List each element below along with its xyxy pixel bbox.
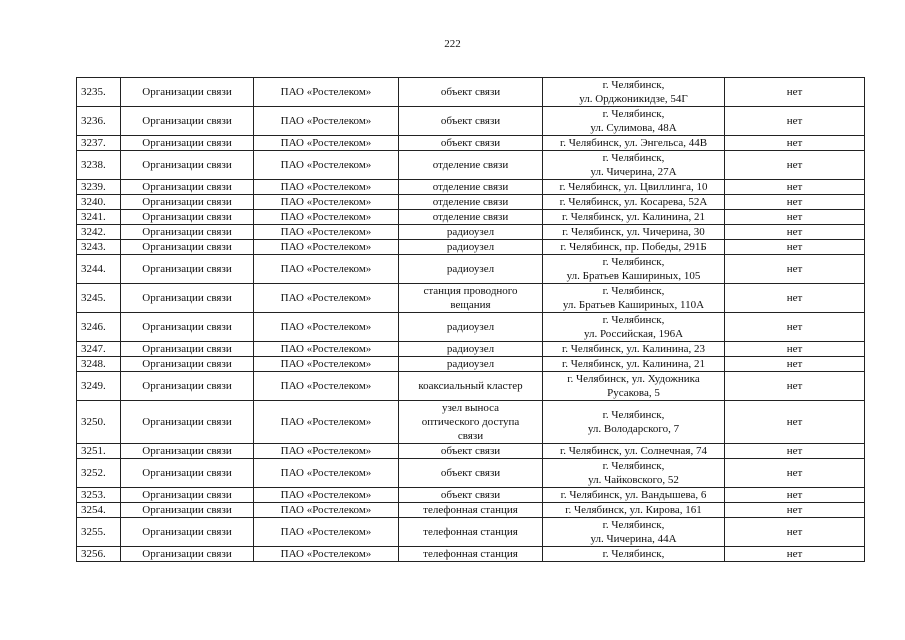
table-row [77,107,865,136]
table-row [77,136,865,151]
owner-cell: ПАО «Ростелеком» [254,372,399,401]
status-cell: нет [725,459,865,488]
owner-cell: ПАО «Ростелеком» [254,255,399,284]
registry-table-body [77,78,865,562]
category-cell: Организации связи [121,225,254,240]
object-type-cell: телефонная станция [399,547,543,562]
object-type-cell: объект связи [399,459,543,488]
status-cell: нет [725,180,865,195]
object-type-cell: станция проводного вещания [399,284,543,313]
category-cell: Организации связи [121,240,254,255]
address-cell: г. Челябинск, пр. Победы, 291Б [543,240,725,255]
table-row [77,225,865,240]
address-cell: г. Челябинск, ул. Цвиллинга, 10 [543,180,725,195]
object-type-cell: радиоузел [399,225,543,240]
address-cell: г. Челябинск, ул. Чичерина, 44А [543,518,725,547]
category-cell: Организации связи [121,210,254,225]
status-cell: нет [725,195,865,210]
address-cell: г. Челябинск, ул. Братьев Кашириных, 110А [543,284,725,313]
table-row [77,195,865,210]
table-row [77,313,865,342]
category-cell: Организации связи [121,284,254,313]
category-cell: Организации связи [121,518,254,547]
address-cell: г. Челябинск, ул. Российская, 196А [543,313,725,342]
object-type-cell: объект связи [399,78,543,107]
row-number: 3242. [77,225,121,240]
owner-cell: ПАО «Ростелеком» [254,78,399,107]
status-cell: нет [725,136,865,151]
table-row [77,151,865,180]
table-row [77,78,865,107]
table-row [77,180,865,195]
row-number: 3236. [77,107,121,136]
address-cell: г. Челябинск, ул. Чичерина, 30 [543,225,725,240]
row-number: 3247. [77,342,121,357]
object-type-cell: отделение связи [399,210,543,225]
row-number: 3237. [77,136,121,151]
row-number: 3256. [77,547,121,562]
category-cell: Организации связи [121,488,254,503]
owner-cell: ПАО «Ростелеком» [254,488,399,503]
status-cell: нет [725,255,865,284]
row-number: 3251. [77,444,121,459]
owner-cell: ПАО «Ростелеком» [254,151,399,180]
row-number: 3239. [77,180,121,195]
object-type-cell: коаксиальный кластер [399,372,543,401]
category-cell: Организации связи [121,372,254,401]
row-number: 3244. [77,255,121,284]
page-number: 222 [444,38,461,50]
object-type-cell: радиоузел [399,342,543,357]
category-cell: Организации связи [121,180,254,195]
row-number: 3250. [77,401,121,444]
category-cell: Организации связи [121,255,254,284]
address-cell: г. Челябинск, ул. Косарева, 52А [543,195,725,210]
owner-cell: ПАО «Ростелеком» [254,401,399,444]
owner-cell: ПАО «Ростелеком» [254,313,399,342]
table-row [77,210,865,225]
table-row [77,444,865,459]
address-cell: г. Челябинск, ул. Орджоникидзе, 54Г [543,78,725,107]
address-cell: г. Челябинск, ул. Калинина, 21 [543,210,725,225]
row-number: 3249. [77,372,121,401]
row-number: 3248. [77,357,121,372]
table-row [77,357,865,372]
owner-cell: ПАО «Ростелеком» [254,210,399,225]
status-cell: нет [725,210,865,225]
row-number: 3235. [77,78,121,107]
category-cell: Организации связи [121,401,254,444]
owner-cell: ПАО «Ростелеком» [254,518,399,547]
object-type-cell: объект связи [399,136,543,151]
status-cell: нет [725,518,865,547]
address-cell: г. Челябинск, [543,547,725,562]
category-cell: Организации связи [121,78,254,107]
table-row [77,547,865,562]
owner-cell: ПАО «Ростелеком» [254,444,399,459]
table-row [77,372,865,401]
status-cell: нет [725,503,865,518]
table-row [77,401,865,444]
category-cell: Организации связи [121,342,254,357]
object-type-cell: радиоузел [399,255,543,284]
row-number: 3253. [77,488,121,503]
category-cell: Организации связи [121,547,254,562]
table-row [77,342,865,357]
row-number: 3246. [77,313,121,342]
category-cell: Организации связи [121,503,254,518]
address-cell: г. Челябинск, ул. Сулимова, 48А [543,107,725,136]
address-cell: г. Челябинск, ул. Братьев Кашириных, 105 [543,255,725,284]
row-number: 3241. [77,210,121,225]
address-cell: г. Челябинск, ул. Калинина, 23 [543,342,725,357]
object-type-cell: отделение связи [399,151,543,180]
table-row [77,255,865,284]
row-number: 3252. [77,459,121,488]
status-cell: нет [725,357,865,372]
table-row [77,284,865,313]
status-cell: нет [725,151,865,180]
owner-cell: ПАО «Ростелеком» [254,547,399,562]
table-row [77,488,865,503]
table-row [77,459,865,488]
object-type-cell: отделение связи [399,180,543,195]
row-number: 3238. [77,151,121,180]
status-cell: нет [725,284,865,313]
address-cell: г. Челябинск, ул. Володарского, 7 [543,401,725,444]
address-cell: г. Челябинск, ул. Калинина, 21 [543,357,725,372]
status-cell: нет [725,488,865,503]
address-cell: г. Челябинск, ул. Солнечная, 74 [543,444,725,459]
status-cell: нет [725,225,865,240]
object-type-cell: телефонная станция [399,518,543,547]
object-type-cell: радиоузел [399,313,543,342]
owner-cell: ПАО «Ростелеком» [254,459,399,488]
status-cell: нет [725,401,865,444]
owner-cell: ПАО «Ростелеком» [254,180,399,195]
address-cell: г. Челябинск, ул. Энгельса, 44В [543,136,725,151]
category-cell: Организации связи [121,151,254,180]
category-cell: Организации связи [121,136,254,151]
status-cell: нет [725,313,865,342]
status-cell: нет [725,107,865,136]
address-cell: г. Челябинск, ул. Чайковского, 52 [543,459,725,488]
object-type-cell: отделение связи [399,195,543,210]
owner-cell: ПАО «Ростелеком» [254,284,399,313]
category-cell: Организации связи [121,444,254,459]
row-number: 3243. [77,240,121,255]
registry-table [76,77,865,562]
table-row [77,240,865,255]
owner-cell: ПАО «Ростелеком» [254,357,399,372]
category-cell: Организации связи [121,459,254,488]
category-cell: Организации связи [121,107,254,136]
object-type-cell: телефонная станция [399,503,543,518]
owner-cell: ПАО «Ростелеком» [254,503,399,518]
object-type-cell: радиоузел [399,240,543,255]
status-cell: нет [725,547,865,562]
object-type-cell: радиоузел [399,357,543,372]
row-number: 3254. [77,503,121,518]
address-cell: г. Челябинск, ул. Чичерина, 27А [543,151,725,180]
owner-cell: ПАО «Ростелеком» [254,195,399,210]
status-cell: нет [725,78,865,107]
object-type-cell: узел выноса оптического доступа связи [399,401,543,444]
status-cell: нет [725,342,865,357]
status-cell: нет [725,240,865,255]
status-cell: нет [725,372,865,401]
row-number: 3245. [77,284,121,313]
object-type-cell: объект связи [399,444,543,459]
table-row [77,503,865,518]
owner-cell: ПАО «Ростелеком» [254,107,399,136]
row-number: 3255. [77,518,121,547]
owner-cell: ПАО «Ростелеком» [254,240,399,255]
category-cell: Организации связи [121,195,254,210]
table-row [77,518,865,547]
status-cell: нет [725,444,865,459]
address-cell: г. Челябинск, ул. Художника Русакова, 5 [543,372,725,401]
owner-cell: ПАО «Ростелеком» [254,136,399,151]
address-cell: г. Челябинск, ул. Кирова, 161 [543,503,725,518]
category-cell: Организации связи [121,357,254,372]
address-cell: г. Челябинск, ул. Вандышева, 6 [543,488,725,503]
object-type-cell: объект связи [399,107,543,136]
object-type-cell: объект связи [399,488,543,503]
category-cell: Организации связи [121,313,254,342]
owner-cell: ПАО «Ростелеком» [254,225,399,240]
owner-cell: ПАО «Ростелеком» [254,342,399,357]
row-number: 3240. [77,195,121,210]
